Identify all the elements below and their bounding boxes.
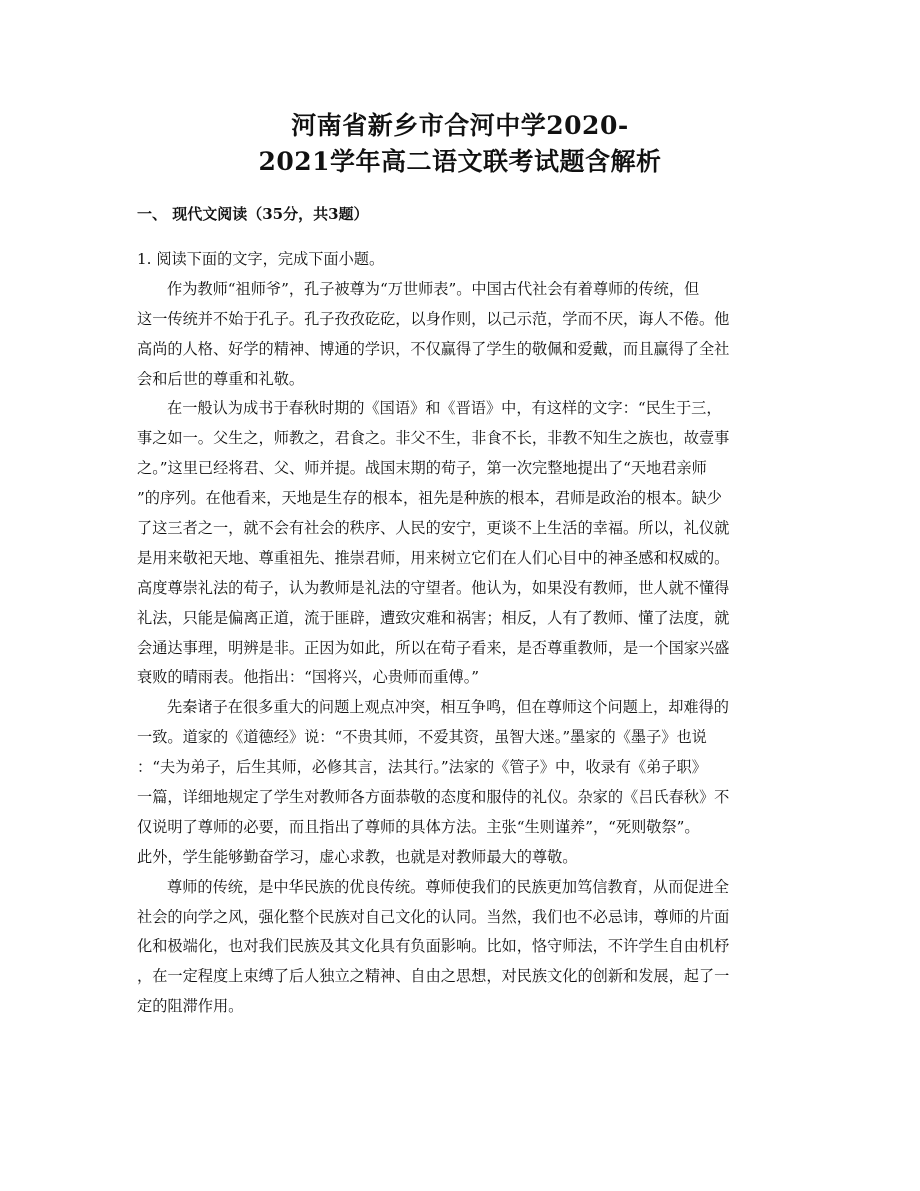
passage-line: 高尚的人格、好学的精神、博通的学识，不仅赢得了学生的敬佩和爱戴，而且赢得了全社 — [137, 339, 730, 358]
passage-line: 社会的向学之风，强化整个民族对自己文化的认同。当然，我们也不必忌讳，尊师的片面 — [137, 907, 730, 926]
document-title — [0, 108, 920, 180]
passage-line: 作为教师“祖师爷”，孔子被尊为“万世师表”。中国古代社会有着尊师的传统，但 — [167, 279, 700, 298]
passage-line: 先秦诸子在很多重大的问题上观点冲突，相互争鸣，但在尊师这个问题上，却难得的 — [167, 698, 729, 717]
passage-line: 了这三者之一，就不会有社会的秩序、人民的安宁，更谈不上生活的幸福。所以，礼仪就 — [137, 519, 730, 538]
passage-line: ：“夫为弟子，后生其师，必修其言，法其行。”法家的《管子》中，收录有《弟子职》 — [137, 758, 707, 777]
passage-line: 是用来敬祀天地、尊重祖先、推崇君师，用来树立它们在人们心目中的神圣感和权威的。 — [137, 548, 730, 567]
title-line-1: 河南省新乡市合河中学2020- — [291, 111, 629, 140]
passage-line: 化和极端化，也对我们民族及其文化具有负面影响。比如，恪守师法，不许学生自由机杼 — [137, 937, 730, 956]
passage-line: 会和后世的尊重和礼敬。 — [137, 369, 305, 388]
passage-line: 高度尊崇礼法的荀子，认为教师是礼法的守望者。他认为，如果没有教师，世人就不懂得 — [137, 578, 730, 597]
passage-line: 在一般认为成书于春秋时期的《国语》和《晋语》中，有这样的文字：“民生于三， — [167, 399, 722, 418]
passage-line: 定的阻滞作用。 — [137, 997, 244, 1016]
passage-line: 衰败的晴雨表。他指出：“国将兴，心贵师而重傅。” — [137, 668, 480, 687]
passage-line: ”的序列。在他看来，天地是生存的根本，祖先是种族的根本，君师是政治的根本。缺少 — [137, 489, 722, 508]
passage-line: 之。”这里已经将君、父、师并提。战国末期的荀子，第一次完整地提出了“天地君亲师 — [137, 459, 707, 478]
passage-line: 此外，学生能够勤奋学习，虚心求教，也就是对教师最大的尊敬。 — [137, 847, 578, 866]
passage-line: 一致。道家的《道德经》说：“不贵其师，不爱其资，虽智大迷。”墨家的《墨子》也说 — [137, 728, 707, 747]
question-prompt: 1. 阅读下面的文字，完成下面小题。 — [137, 250, 385, 268]
passage-line: 尊师的传统，是中华民族的优良传统。尊师使我们的民族更加笃信教育，从而促进全 — [167, 877, 729, 896]
passage-line: 礼法，只能是偏离正道，流于匪辟，遭致灾难和祸害；相反，人有了教师、懂了法度，就 — [137, 608, 730, 627]
section-heading: 一、 现代文阅读（35分，共3题） — [137, 205, 369, 223]
reading-passage — [137, 245, 783, 1022]
passage-line: 事之如一。父生之，师教之，君食之。非父不生，非食不长，非教不知生之族也，故壹事 — [137, 429, 730, 448]
passage-line: 会通达事理，明辨是非。正因为如此，所以在荀子看来，是否尊重教师，是一个国家兴盛 — [137, 638, 730, 657]
title-line-2: 2021学年高二语文联考试题含解析 — [258, 147, 662, 176]
passage-line: 仅说明了尊师的必要，而且指出了尊师的具体方法。主张“生则谨养”，“死则敬祭”。 — [137, 817, 700, 836]
passage-line: 这一传统并不始于孔子。孔子孜孜矻矻，以身作则，以己示范，学而不厌，诲人不倦。他 — [137, 309, 730, 328]
passage-line: ，在一定程度上束缚了后人独立之精神、自由之思想，对民族文化的创新和发展，起了一 — [137, 967, 730, 986]
passage-line: 一篇，详细地规定了学生对教师各方面恭敬的态度和服侍的礼仪。杂家的《吕氏春秋》不 — [137, 788, 730, 807]
